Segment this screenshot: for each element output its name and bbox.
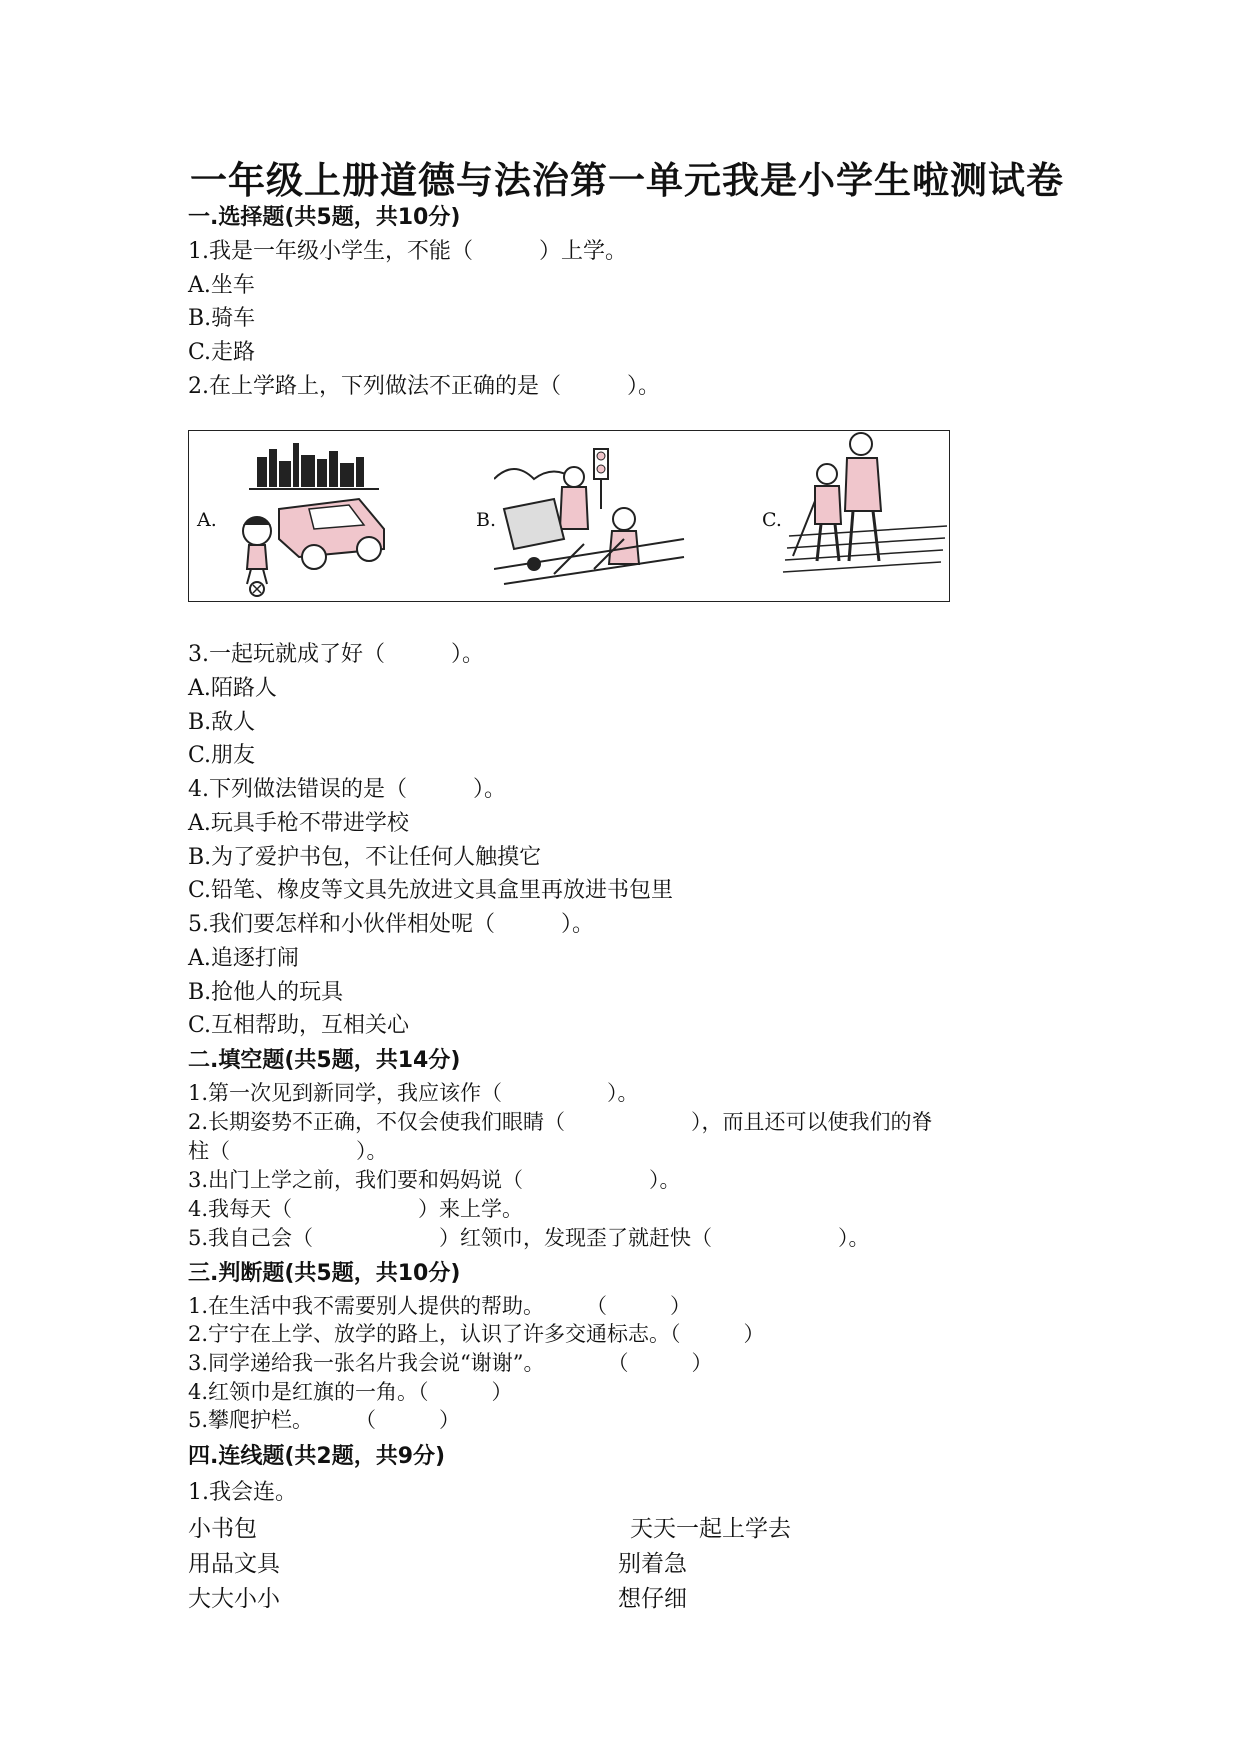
section-heading-choice: 一.选择题(共5题，共10分) bbox=[188, 205, 461, 230]
section-heading-judge: 三.判断题(共5题，共10分) bbox=[188, 1261, 461, 1286]
connect-right-item: 别着急 bbox=[618, 1551, 687, 1577]
judge-question: 3.同学递给我一张名片我会说“谢谢”。 （ ） bbox=[188, 1351, 713, 1375]
option-c: C.走路 bbox=[188, 340, 256, 365]
judge-question: 2.宁宁在上学、放学的路上，认识了许多交通标志。（ ） bbox=[188, 1322, 765, 1346]
question-stem: 1.我是一年级小学生，不能（ ）上学。 bbox=[188, 239, 627, 264]
judge-question: 5.攀爬护栏。 （ ） bbox=[188, 1408, 461, 1432]
question-stem: 3.一起玩就成了好（ ）。 bbox=[188, 642, 484, 667]
option-b: B.骑车 bbox=[188, 306, 256, 331]
connect-right-item: 想仔细 bbox=[618, 1586, 687, 1612]
figure-label-a: A. bbox=[197, 509, 217, 531]
option-a: A.追逐打闹 bbox=[188, 946, 299, 971]
connect-question: 1.我会连。 bbox=[188, 1480, 297, 1505]
fill-question-continued: 柱（ ）。 bbox=[188, 1139, 388, 1163]
illustration-traffic-crossing bbox=[494, 439, 694, 599]
connect-left-item: 用品文具 bbox=[188, 1551, 280, 1577]
option-b: B.抢他人的玩具 bbox=[188, 980, 344, 1005]
option-c: C.铅笔、橡皮等文具先放进文具盒里再放进书包里 bbox=[188, 878, 674, 903]
question-figure bbox=[188, 430, 950, 602]
question-stem: 5.我们要怎样和小伙伴相处呢（ ）。 bbox=[188, 912, 594, 937]
fill-question: 3.出门上学之前，我们要和妈妈说（ ）。 bbox=[188, 1168, 681, 1192]
option-a: A.坐车 bbox=[188, 273, 255, 298]
connect-left-item: 大大小小 bbox=[188, 1586, 280, 1612]
judge-question: 1.在生活中我不需要别人提供的帮助。 （ ） bbox=[188, 1294, 692, 1318]
illustration-helping-blind bbox=[779, 426, 949, 601]
connect-right-item: 天天一起上学去 bbox=[630, 1516, 791, 1542]
section-heading-fill: 二.填空题(共5题，共14分) bbox=[188, 1048, 461, 1073]
option-c: C.朋友 bbox=[188, 743, 256, 768]
option-c: C.互相帮助，互相关心 bbox=[188, 1013, 410, 1038]
connect-left-item: 小书包 bbox=[188, 1516, 257, 1542]
option-a: A.陌路人 bbox=[188, 676, 277, 701]
section-heading-connect: 四.连线题(共2题，共9分) bbox=[188, 1444, 446, 1469]
question-stem: 4.下列做法错误的是（ ）。 bbox=[188, 777, 506, 802]
figure-label-c: C. bbox=[762, 509, 782, 531]
page-title: 一年级上册道德与法治第一单元我是小学生啦测试卷 bbox=[190, 158, 1064, 202]
fill-question: 2.长期姿势不正确，不仅会使我们眼睛（ ），而且还可以使我们的脊 bbox=[188, 1110, 933, 1134]
option-b: B.敌人 bbox=[188, 710, 256, 735]
illustration-child-playing-ball bbox=[219, 439, 419, 599]
option-b: B.为了爱护书包，不让任何人触摸它 bbox=[188, 845, 542, 870]
option-a: A.玩具手枪不带进学校 bbox=[188, 811, 409, 836]
figure-label-b: B. bbox=[476, 509, 497, 531]
fill-question: 4.我每天（ ）来上学。 bbox=[188, 1197, 524, 1221]
question-stem: 2.在上学路上，下列做法不正确的是（ ）。 bbox=[188, 374, 660, 399]
fill-question: 1.第一次见到新同学，我应该作（ ）。 bbox=[188, 1081, 639, 1105]
judge-question: 4.红领巾是红旗的一角。（ ） bbox=[188, 1380, 513, 1404]
fill-question: 5.我自己会（ ）红领巾，发现歪了就赶快（ ）。 bbox=[188, 1226, 870, 1250]
